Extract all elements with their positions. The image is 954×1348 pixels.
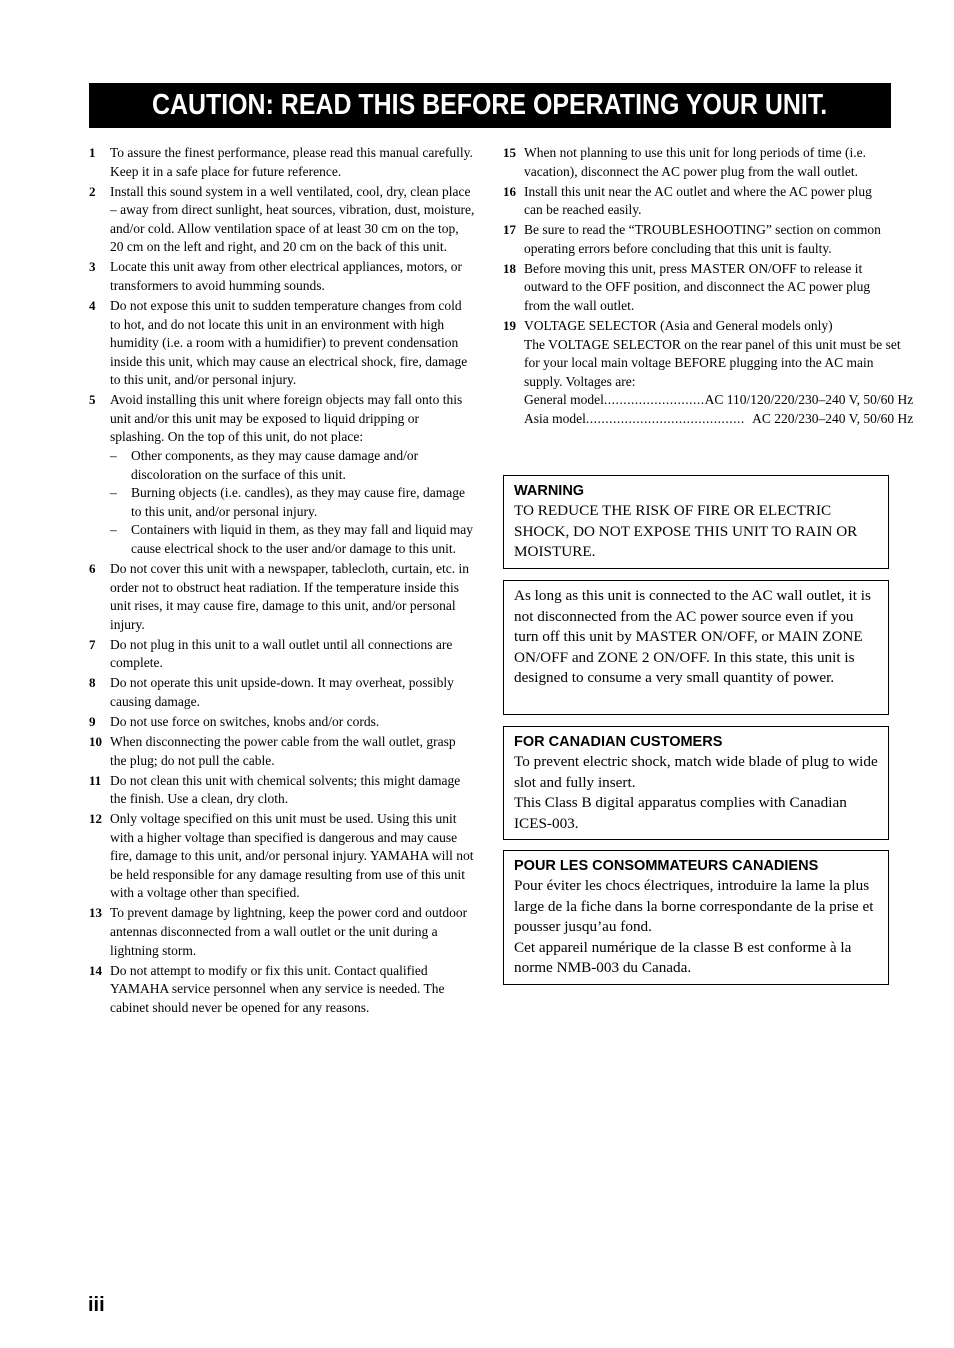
item-text: Do not use force on switches, knobs and/or cords.: [110, 713, 380, 729]
item-number: 3: [89, 259, 96, 275]
list-item: [503, 260, 891, 316]
item-number: 14: [89, 962, 102, 978]
item-number: 5: [89, 392, 96, 408]
voltage-row-general: [524, 391, 913, 410]
item-text: Do not attempt to modify or fix this unit. Contact qualified YAMAHA service personnel when any service is needed. The cabinet should never be opened for any reasons.: [110, 962, 445, 1015]
list-item: [503, 221, 891, 258]
list-item: [89, 810, 475, 903]
canadian-customers-heading: FOR CANADIAN CUSTOMERS: [514, 734, 723, 750]
item-number: 12: [89, 811, 102, 827]
list-item: [89, 183, 475, 257]
right-column: [503, 144, 914, 430]
canadian-compliance-fr-text: Cet appareil numérique de la classe B est conforme à la norme NMB-003 du Canada.: [514, 938, 852, 976]
warning-text: TO REDUCE THE RISK OF FIRE OR ELECTRIC SHOCK, DO NOT EXPOSE THIS UNIT TO RAIN OR MOISTURE.: [514, 502, 858, 560]
warning-heading: WARNING: [514, 483, 585, 499]
list-item-voltage-selector: [503, 317, 914, 429]
list-item: [89, 391, 475, 558]
item-number: 9: [89, 713, 96, 729]
list-item: [89, 733, 475, 770]
item-text: Be sure to read the “TROUBLESHOOTING” section on common operating errors before concluding that this unit is faulty.: [524, 222, 881, 256]
item-text: Install this unit near the AC outlet and where the AC power plug can be reached easily.: [524, 183, 872, 218]
item-number: 17: [503, 222, 516, 238]
item-body: [524, 317, 913, 429]
voltage-selector-heading: VOLTAGE SELECTOR (Asia and General models only): [524, 317, 833, 333]
dot-leader: ..........................: [603, 392, 705, 408]
sub-list-item: [110, 521, 475, 558]
item-number: 13: [89, 905, 102, 921]
list-item: [503, 144, 891, 181]
sub-list-item: [110, 484, 475, 521]
dash-bullet: –: [110, 448, 117, 464]
item-text: The VOLTAGE SELECTOR on the rear panel of this unit must be set for your local main voltage BEFORE plugging into the AC main supply. Voltages are:: [524, 336, 901, 389]
item-text: Do not operate this unit upside-down. It may overheat, possibly causing damage.: [110, 675, 454, 709]
item-text: Before moving this unit, press MASTER ON/OFF to release it outward to the OFF position, and disconnect the AC power plug from the wall outlet.: [524, 260, 871, 313]
list-item: [89, 713, 475, 732]
canadian-customers-fr-heading: POUR LES CONSOMMATEURS CANADIENS: [514, 858, 819, 874]
item-text: When disconnecting the power cable from the wall outlet, grasp the plug; do not pull the cable.: [110, 733, 456, 768]
page-number: iii: [88, 1294, 105, 1316]
item-text: To assure the finest performance, please read this manual carefully. Keep it in a safe place for future reference.: [110, 145, 473, 179]
item-number: 15: [503, 145, 516, 160]
voltage-model-label: General model: [524, 392, 604, 408]
item-text: To prevent damage by lightning, keep the power cord and outdoor antennas disconnected from a wall outlet or the unit during a lightning storm.: [110, 905, 468, 958]
item-number: 18: [503, 260, 516, 276]
item-number: 2: [89, 183, 96, 199]
item-number: 6: [89, 561, 96, 577]
canadian-compliance-text: This Class B digital apparatus complies with Canadian ICES-003.: [514, 794, 847, 832]
standby-power-box: [503, 580, 889, 715]
list-item: [503, 183, 891, 220]
item-number: 4: [89, 297, 96, 313]
item-text: When not planning to use this unit for long periods of time (i.e. vacation), disconnect the AC power plug from the wall outlet.: [524, 145, 866, 179]
item-text: Do not plug in this unit to a wall outlet until all connections are complete.: [110, 636, 453, 671]
item-number: 1: [89, 145, 96, 160]
item-text: Avoid installing this unit where foreign objects may fall onto this unit and/or this unit may be exposed to liquid dripping or splashing. On the top of this unit, do not place:: [110, 392, 463, 445]
list-item: [89, 297, 475, 390]
voltage-row-asia: [524, 410, 913, 429]
list-item: [89, 144, 475, 181]
canadian-customers-fr-text: Pour éviter les chocs électriques, introduire la lame la plus large de la fiche dans la borne correspondante de la prise et pousser jusqu’au fond.: [514, 877, 874, 935]
voltage-value: AC 220/230–240 V, 50/60 Hz: [752, 410, 914, 426]
standby-power-text: As long as this unit is connected to the AC wall outlet, it is not disconnected from the AC power source even if you turn off this unit by MASTER ON/OFF, or MAIN ZONE ON/OFF and ZONE 2 ON/OFF. In this state, this unit is designed to consume a very small quantity of power.: [514, 587, 871, 686]
item-number: 10: [89, 733, 102, 749]
warning-box: [503, 475, 889, 569]
item-number: 16: [503, 183, 516, 199]
item-text: Do not cover this unit with a newspaper, tablecloth, curtain, etc. in order not to obstruct heat radiation. If the temperature inside this unit rises, it may cause fire, damage to this unit, and/or personal injury.: [110, 561, 469, 632]
canadian-customers-text: To prevent electric shock, match wide blade of plug to wide slot and fully insert.: [514, 753, 878, 791]
dash-bullet: –: [110, 522, 117, 538]
page-title: CAUTION: READ THIS BEFORE OPERATING YOUR UNIT.: [152, 89, 828, 121]
list-item: [89, 962, 475, 1018]
item-text: Install this sound system in a well ventilated, cool, dry, clean place – away from direct sunlight, heat sources, vibration, dust, moisture, and/or cold. Allow ventilation space of at least 30 cm on the top, 20 cm on the left and right, and 20 cm on the back of this unit.: [110, 183, 475, 255]
list-item: [89, 560, 475, 634]
list-item: [89, 258, 475, 295]
item-number: 7: [89, 636, 96, 652]
list-item: [89, 674, 475, 711]
sub-item-text: Containers with liquid in them, as they may fall and liquid may cause electrical shock to the user and/or damage to this unit.: [131, 522, 473, 557]
item-number: 19: [503, 317, 516, 333]
sub-list-item: [110, 447, 475, 484]
canadian-customers-fr-box: [503, 850, 889, 985]
sub-item-text: Other components, as they may cause damage and/or discoloration on the surface of this unit.: [131, 448, 419, 482]
dash-bullet: –: [110, 485, 117, 501]
item-number: 8: [89, 675, 96, 691]
sub-item-text: Burning objects (i.e. candles), as they may cause fire, damage to this unit, and/or personal injury.: [131, 485, 465, 519]
canadian-customers-box: [503, 726, 889, 840]
list-item: [89, 772, 475, 809]
list-item: [89, 904, 475, 960]
voltage-value: AC 110/120/220/230–240 V, 50/60 Hz: [704, 392, 914, 408]
left-column: [89, 144, 475, 1019]
dot-leader: .........................................: [585, 410, 745, 426]
list-item: [89, 636, 475, 673]
item-number: 11: [89, 772, 102, 788]
item-text: Do not expose this unit to sudden temperature changes from cold to hot, and do not locate this unit in an environment with high humidity (i.e. a room with a humidifier) to prevent condensation inside this unit, which may cause an electrical shock, fire, damage to this unit, and/or personal injury.: [110, 297, 468, 388]
voltage-model-label: Asia model: [524, 410, 586, 426]
item-body: [110, 391, 475, 558]
item-text: Locate this unit away from other electrical appliances, motors, or transformers to avoid humming sounds.: [110, 259, 462, 293]
item-text: Do not clean this unit with chemical solvents; this might damage the finish. Use a clean, dry cloth.: [110, 772, 461, 807]
caution-banner: [89, 83, 891, 128]
item-text: Only voltage specified on this unit must be used. Using this unit with a higher voltage than specified is dangerous and may cause fire, damage to this unit, and/or personal injury. YAMAHA will not be held responsible for any damage resulting from use of this unit with a voltage other than specified.: [110, 811, 474, 901]
